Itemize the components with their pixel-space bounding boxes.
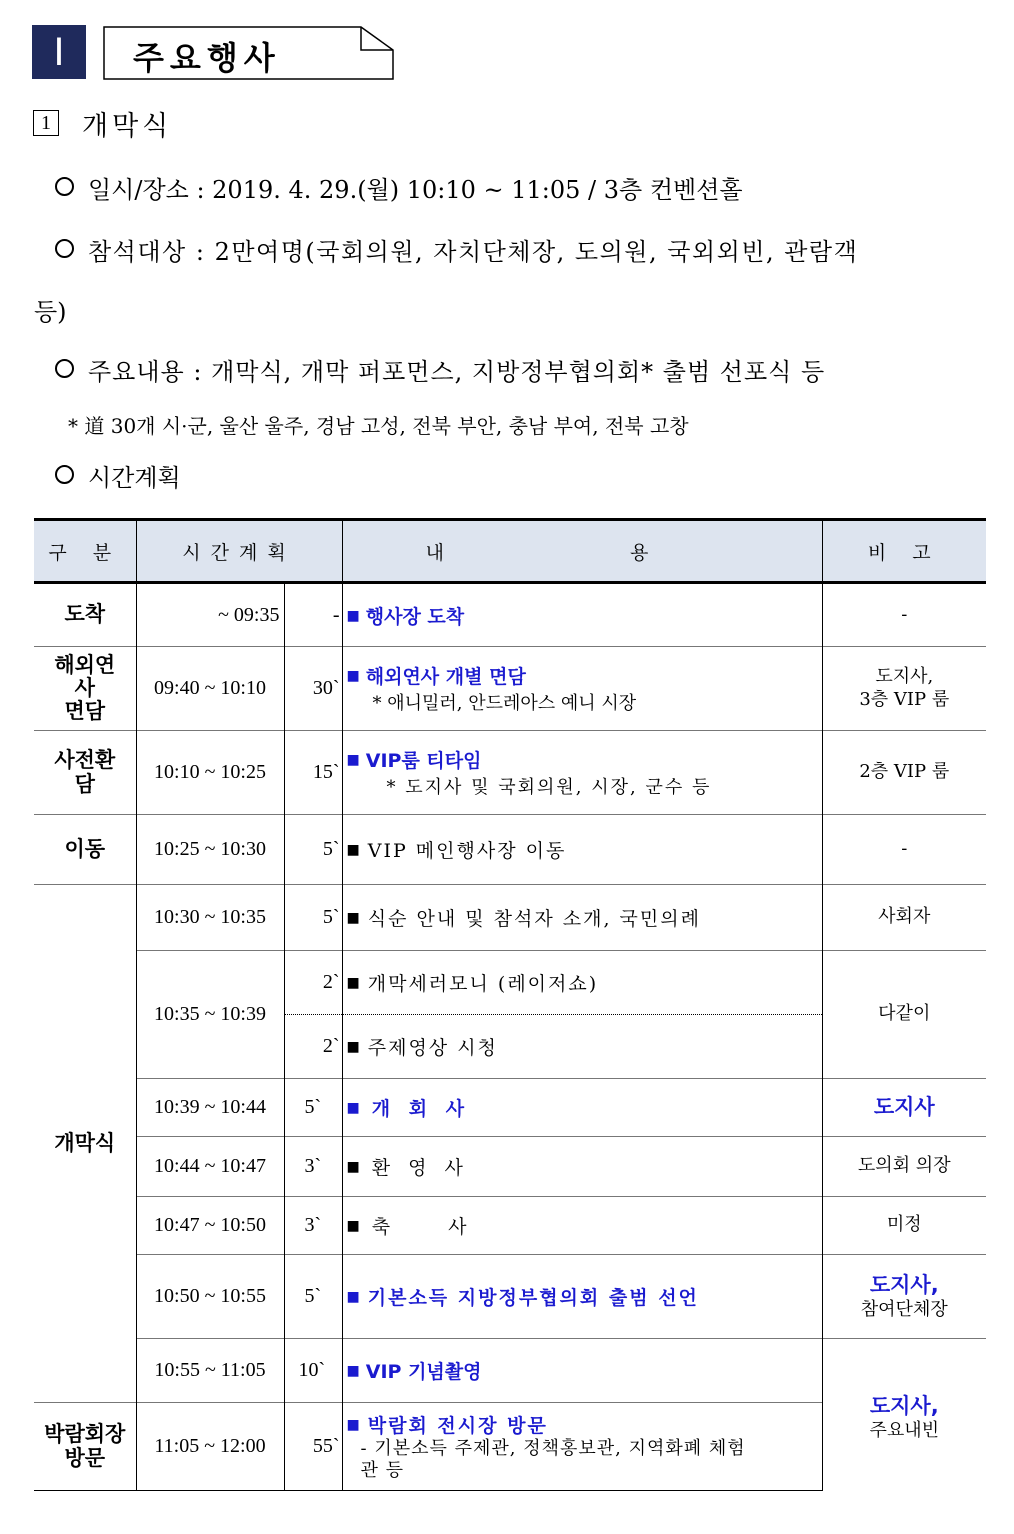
row-content: ■ VIP룸 티타임 * 도지사 및 국회의원, 시장, 군수 등 [342, 731, 822, 815]
header-time: 시간계획 [136, 520, 342, 583]
row-remark: 사회자 [822, 885, 986, 951]
row-duration: 10` [284, 1339, 342, 1403]
row-remark: 도의회 의장 [822, 1137, 986, 1197]
square-bullet-icon: ■ [346, 1218, 366, 1234]
table-row [34, 1255, 986, 1339]
bullet-attendees [55, 232, 858, 267]
row-duration: 30` [284, 647, 342, 731]
square-bullet-icon: ■ [346, 607, 360, 624]
row-duration: 55` [284, 1403, 342, 1491]
table-header-row [34, 520, 986, 583]
row-content: ■ 식순 안내 및 참석자 소개, 국민의례 [342, 885, 822, 951]
row-category: 개막식 [34, 885, 136, 1403]
circle-bullet-icon [55, 177, 74, 196]
row-content: ■ VIP 기념촬영 [342, 1339, 822, 1403]
table-row [34, 815, 986, 885]
row-time: ~ 09:35 [136, 583, 284, 647]
table-row [34, 885, 986, 951]
row-time: 11:05 ~ 12:00 [136, 1403, 284, 1491]
circle-bullet-icon [55, 359, 74, 378]
row-category: 사전환 담 [34, 731, 136, 815]
row-content: ■ 환 영 사 [342, 1137, 822, 1197]
header-remark: 비 고 [822, 520, 986, 583]
square-bullet-icon: ■ [346, 1417, 362, 1434]
row-remark: 다같이 [822, 951, 986, 1079]
row-duration: 3` [284, 1137, 342, 1197]
row-content: ■ 개막세러모니 (레이저쇼) [342, 951, 822, 1015]
header-category: 구 분 [34, 520, 136, 583]
table-row [34, 583, 986, 647]
page-title: 주요행사 [133, 39, 281, 77]
section-number-box: 1 [33, 110, 59, 136]
row-time: 10:10 ~ 10:25 [136, 731, 284, 815]
row-time: 10:50 ~ 10:55 [136, 1255, 284, 1339]
table-row [34, 1339, 986, 1403]
circle-bullet-icon [55, 465, 74, 484]
row-remark: 2층 VIP 룸 [822, 731, 986, 815]
square-bullet-icon: ■ [346, 975, 362, 991]
square-bullet-icon: ■ [346, 1100, 366, 1116]
bullet-attendees-cont: 등) [34, 298, 67, 326]
row-category: 이동 [34, 815, 136, 885]
row-content: ■ 기본소득 지방정부협의회 출범 선언 [342, 1255, 822, 1339]
footnote: * 道 30개 시·군, 울산 울주, 경남 고성, 전북 부안, 충남 부여, 전북 고창 [68, 414, 689, 438]
bullet-text: 주요내용 : 개막식, 개막 퍼포먼스, 지방정부협의회* 출범 선포식 등 [88, 358, 826, 386]
row-content: ■ 박람회 전시장 방문 - 기본소득 주제관, 정책홍보관, 지역화폐 체험 관 등 [342, 1403, 822, 1491]
section-title: 개막식 [82, 111, 173, 142]
table-row [34, 951, 986, 1015]
row-time: 10:25 ~ 10:30 [136, 815, 284, 885]
row-time: 10:30 ~ 10:35 [136, 885, 284, 951]
header-content: 내 용 [342, 520, 822, 583]
section-roman-numeral: Ⅰ [32, 25, 86, 79]
table-row [34, 731, 986, 815]
row-category: 박람회장 방문 [34, 1403, 136, 1491]
row-content: ■ 개 회 사 [342, 1079, 822, 1137]
row-duration: 3` [284, 1197, 342, 1255]
row-content: ■ 축 사 [342, 1197, 822, 1255]
row-duration: 5` [284, 815, 342, 885]
row-remark: 미정 [822, 1197, 986, 1255]
row-duration: - [284, 583, 342, 647]
table-row [34, 1197, 986, 1255]
square-bullet-icon: ■ [346, 1363, 360, 1379]
row-duration: 5` [284, 1255, 342, 1339]
row-category: 도착 [34, 583, 136, 647]
square-bullet-icon: ■ [346, 910, 362, 926]
row-duration: 5` [284, 885, 342, 951]
row-remark: - [822, 583, 986, 647]
row-time: 10:47 ~ 10:50 [136, 1197, 284, 1255]
bullet-contents [55, 352, 825, 387]
circle-bullet-icon [55, 239, 74, 258]
row-content: ■ 해외연사 개별 면담 * 애니밀러, 안드레아스 예니 시장 [342, 647, 822, 731]
row-time: 10:55 ~ 11:05 [136, 1339, 284, 1403]
square-bullet-icon: ■ [346, 752, 360, 768]
square-bullet-icon: ■ [346, 842, 362, 858]
row-remark: - [822, 815, 986, 885]
table-row [34, 647, 986, 731]
bullet-date-place [55, 170, 743, 205]
table-row [34, 1079, 986, 1137]
row-duration: 15` [284, 731, 342, 815]
square-bullet-icon: ■ [346, 1289, 362, 1305]
row-remark: 도지사 [822, 1079, 986, 1137]
bullet-text: 시간계획 [88, 464, 181, 492]
row-duration: 2` [284, 951, 342, 1015]
bullet-timeplan [55, 458, 181, 493]
bullet-text: 참석대상 : 2만여명(국회의원, 자치단체장, 도의원, 국외외빈, 관람객 [88, 238, 859, 266]
square-bullet-icon: ■ [346, 1159, 366, 1175]
schedule-table [34, 518, 986, 1491]
table-row [34, 1137, 986, 1197]
row-remark: 도지사, 참여단체장 [822, 1255, 986, 1339]
square-bullet-icon: ■ [346, 668, 360, 684]
row-time: 10:35 ~ 10:39 [136, 951, 284, 1079]
row-content: ■ 행사장 도착 [342, 583, 822, 647]
row-time: 09:40 ~ 10:10 [136, 647, 284, 731]
row-remark: 도지사, 주요내빈 [822, 1339, 986, 1491]
row-category: 해외연 사 면담 [34, 647, 136, 731]
row-time: 10:44 ~ 10:47 [136, 1137, 284, 1197]
row-content: ■ VIP 메인행사장 이동 [342, 815, 822, 885]
square-bullet-icon: ■ [346, 1039, 362, 1055]
row-remark: 도지사, 3층 VIP 룸 [822, 647, 986, 731]
bullet-text: 일시/장소 : 2019. 4. 29.(월) 10:10 ~ 11:05 / 3층 컨벤션홀 [88, 176, 743, 204]
row-duration: 5` [284, 1079, 342, 1137]
row-content: ■ 주제영상 시청 [342, 1015, 822, 1079]
row-duration: 2` [284, 1015, 342, 1079]
page-title-tab [103, 26, 393, 78]
row-time: 10:39 ~ 10:44 [136, 1079, 284, 1137]
